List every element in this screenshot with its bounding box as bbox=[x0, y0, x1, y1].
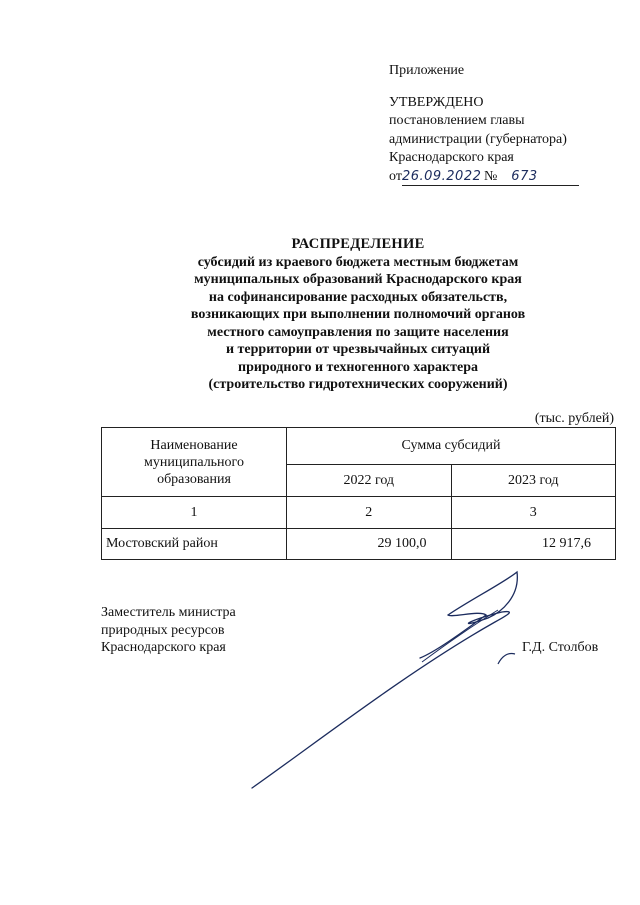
document-title bbox=[100, 236, 616, 394]
title-line-5: местного самоуправления по защите населения bbox=[207, 324, 509, 340]
header-sum: Сумма субсидий bbox=[287, 428, 616, 465]
row-2023: 12 917,6 bbox=[451, 529, 616, 560]
index-cell: 2 bbox=[287, 497, 452, 529]
handwritten-date: 26.09.2022 bbox=[401, 169, 482, 184]
title-line-4: возникающих при выполнении полномочий органов bbox=[190, 307, 526, 322]
handwritten-number: 673 bbox=[511, 169, 538, 184]
index-cell: 3 bbox=[451, 497, 616, 529]
signer-title-line-3: Краснодарского края bbox=[101, 640, 226, 655]
title-line-8: (строительство гидротехнических сооружений) bbox=[208, 377, 508, 392]
approval-line-3: Краснодарского края bbox=[389, 150, 514, 165]
signer-title-line-2: природных ресурсов bbox=[101, 622, 225, 638]
title-line-2: муниципальных образований Краснодарского края bbox=[194, 272, 522, 287]
table-row bbox=[102, 529, 616, 560]
table-header-row bbox=[102, 428, 616, 465]
row-2022: 29 100,0 bbox=[287, 529, 452, 560]
title-line-7: природного и техногенного характера bbox=[238, 359, 478, 375]
approval-date-line bbox=[389, 168, 579, 187]
index-cell: 1 bbox=[102, 497, 287, 529]
row-name: Мостовский район bbox=[102, 529, 287, 560]
title-line-3: на софинансирование расходных обязательств, bbox=[208, 289, 508, 305]
handwritten-signature bbox=[240, 560, 540, 800]
subsidy-table bbox=[101, 427, 616, 560]
header-year-2023: 2023 год bbox=[451, 465, 616, 497]
approval-line-2: администрации (губернатора) bbox=[389, 131, 567, 147]
appendix-label: Приложение bbox=[389, 63, 465, 78]
title-heading: РАСПРЕДЕЛЕНИЕ bbox=[291, 236, 425, 252]
title-line-1: субсидий из краевого бюджета местным бюджетам bbox=[197, 254, 519, 270]
approval-block bbox=[389, 62, 579, 186]
header-year-2022: 2022 год bbox=[287, 465, 452, 497]
approval-line-1: постановлением главы bbox=[389, 113, 525, 128]
header-name: Наименование муниципального образования bbox=[102, 428, 287, 497]
signer-title-line-1: Заместитель министра bbox=[101, 605, 236, 620]
date-prefix: от bbox=[389, 168, 402, 184]
signer-name: Г.Д. Столбов bbox=[522, 640, 599, 655]
table-index-row bbox=[102, 497, 616, 529]
approved-label: УТВЕРЖДЕНО bbox=[389, 94, 484, 110]
title-line-6: и территории от чрезвычайных ситуаций bbox=[225, 342, 491, 357]
signature-block bbox=[101, 604, 236, 657]
number-sign: № bbox=[483, 169, 498, 184]
unit-label: (тыс. рублей) bbox=[534, 411, 614, 426]
